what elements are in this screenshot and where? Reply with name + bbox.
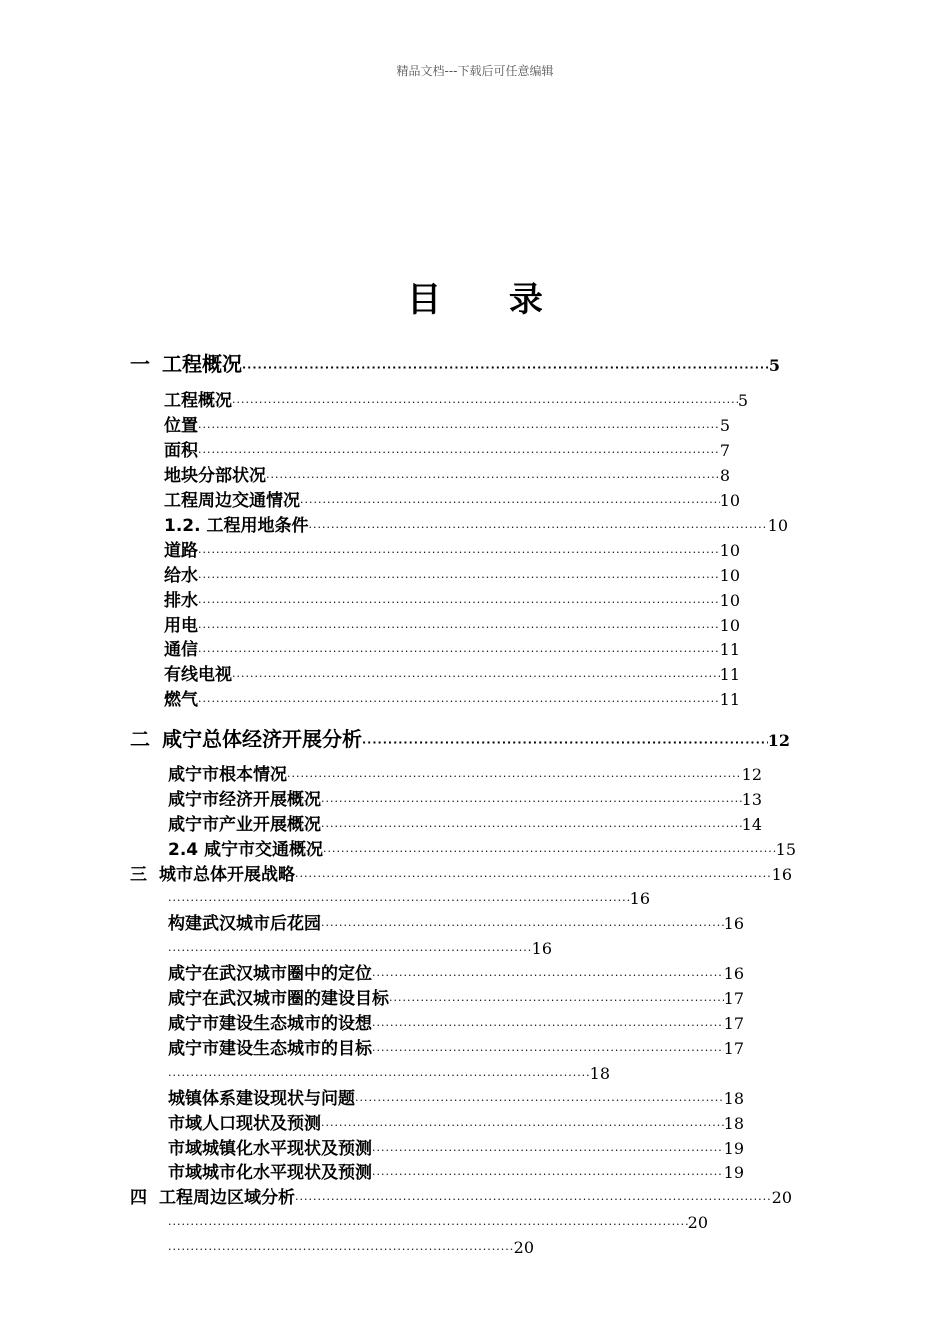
- toc-entry-label: 城市总体开展战略: [159, 865, 295, 885]
- toc-leader-dots: [198, 591, 720, 613]
- toc-entry[interactable]: [164, 414, 730, 438]
- toc-leader-dots: [372, 964, 724, 986]
- toc-leader-dots: [168, 1064, 590, 1086]
- toc-entry-label: 咸宁在武汉城市圈中的定位: [168, 964, 372, 984]
- toc-leader-dots: [242, 354, 769, 378]
- toc-entry-page: 14: [741, 815, 762, 834]
- toc-entry[interactable]: [164, 663, 740, 687]
- toc-entry-label: 1.2. 工程用地条件: [164, 516, 309, 536]
- toc-leader-dots: [198, 616, 720, 638]
- toc-entry[interactable]: [130, 725, 790, 753]
- toc-leader-dots: [198, 566, 720, 588]
- toc-entry-label: 地块分部状况: [164, 466, 266, 486]
- toc-leader-dots: [168, 1213, 688, 1235]
- toc-leader-dots: [168, 1238, 514, 1260]
- toc-leader-dots: [321, 1114, 724, 1136]
- toc-leader-dots: [198, 416, 720, 438]
- toc-entry[interactable]: [168, 987, 744, 1011]
- toc-entry-page: 10: [719, 566, 740, 585]
- toc-entry-label: 咸宁市根本情况: [168, 765, 287, 785]
- toc-entry[interactable]: [168, 1062, 610, 1086]
- toc-leader-dots: [287, 765, 742, 787]
- toc-entry-page: 20: [687, 1213, 708, 1232]
- toc-entry-page: 10: [719, 591, 740, 610]
- toc-entry-page: 18: [723, 1089, 744, 1108]
- toc-entry-page: 17: [723, 1014, 744, 1033]
- toc-entry-label: 咸宁市产业开展概况: [168, 815, 321, 835]
- toc-leader-dots: [295, 865, 772, 887]
- toc-entry-page: 11: [719, 665, 740, 684]
- toc-entry[interactable]: [168, 788, 762, 812]
- toc-entry[interactable]: [164, 564, 740, 588]
- toc-entry-label: 市域人口现状及预测: [168, 1114, 321, 1134]
- toc-leader-dots: [389, 989, 724, 1011]
- toc-entry[interactable]: [164, 464, 730, 488]
- toc-entry[interactable]: [164, 389, 748, 413]
- toc-entry[interactable]: [168, 1236, 534, 1260]
- toc-entry[interactable]: [168, 962, 744, 986]
- toc-entry-page: 20: [771, 1188, 792, 1207]
- toc-leader-dots: [321, 914, 724, 936]
- toc-leader-dots: [232, 391, 738, 413]
- toc-leader-dots: [321, 815, 742, 837]
- toc-entry-page: 20: [513, 1238, 534, 1257]
- toc-leader-dots: [168, 939, 532, 961]
- toc-entry-label: 工程周边区域分析: [159, 1188, 295, 1208]
- toc-entry-page: 8: [719, 466, 730, 485]
- toc-entry-page: 16: [771, 865, 792, 884]
- toc-entry[interactable]: [164, 539, 740, 563]
- toc-entry[interactable]: [164, 688, 740, 712]
- toc-entry[interactable]: [168, 1211, 708, 1235]
- toc-entry-label: 咸宁在武汉城市圈的建设目标: [168, 989, 389, 1009]
- toc-leader-dots: [300, 491, 720, 513]
- toc-entry-label: 咸宁市经济开展概况: [168, 790, 321, 810]
- toc-entry-number: 二: [130, 727, 150, 751]
- toc-entry-label: 面积: [164, 441, 198, 461]
- toc-leader-dots: [362, 729, 768, 753]
- toc-leader-dots: [295, 1188, 772, 1210]
- toc-entry-label: 位置: [164, 416, 198, 436]
- toc-entry-number: 四: [130, 1188, 147, 1208]
- toc-entry-page: 19: [723, 1163, 744, 1182]
- toc-leader-dots: [198, 640, 720, 662]
- toc-leader-dots: [372, 1139, 724, 1161]
- toc-entry[interactable]: [164, 638, 740, 662]
- toc-entry-label: 构建武汉城市后花园: [168, 914, 321, 934]
- toc-entry-page: 11: [719, 690, 740, 709]
- toc-entry-label: 咸宁市建设生态城市的目标: [168, 1039, 372, 1059]
- toc-leader-dots: [198, 541, 720, 563]
- toc-leader-dots: [321, 790, 742, 812]
- toc-entry-label: 排水: [164, 591, 198, 611]
- toc-entry-number: 三: [130, 865, 147, 885]
- toc-entry-page: 5: [768, 356, 780, 375]
- toc-entry-label: 用电: [164, 616, 198, 636]
- toc-entry-label: 咸宁总体经济开展分析: [162, 727, 362, 751]
- toc-entry[interactable]: [168, 1137, 744, 1161]
- toc-leader-dots: [266, 466, 720, 488]
- toc-entry-page: 18: [723, 1114, 744, 1133]
- toc-entry[interactable]: [130, 863, 792, 887]
- toc-entry-page: 12: [741, 765, 762, 784]
- toc-entry-label: 通信: [164, 640, 198, 660]
- toc-entry-page: 7: [719, 441, 730, 460]
- toc-entry[interactable]: [164, 514, 788, 538]
- toc-leader-dots: [198, 690, 720, 712]
- toc-entry-page: 17: [723, 989, 744, 1008]
- toc-entry[interactable]: [168, 887, 650, 911]
- toc-entry-page: 17: [723, 1039, 744, 1058]
- toc-title: 目 录: [407, 280, 571, 320]
- toc-entry-page: 15: [775, 840, 796, 859]
- toc-entry-label: 工程概况: [164, 391, 232, 411]
- toc-entry-page: 16: [531, 939, 552, 958]
- toc-entry[interactable]: [168, 937, 552, 961]
- toc-leader-dots: [355, 1089, 724, 1111]
- toc-entry-label: 市域城市化水平现状及预测: [168, 1163, 372, 1183]
- toc-leader-dots: [372, 1163, 724, 1185]
- toc-entry[interactable]: [168, 1112, 744, 1136]
- toc-entry-page: 19: [723, 1139, 744, 1158]
- toc-leader-dots: [309, 516, 768, 538]
- toc-entry-page: 10: [767, 516, 788, 535]
- toc-entry-page: 16: [723, 964, 744, 983]
- toc-entry-page: 18: [589, 1064, 610, 1083]
- toc-entry[interactable]: [168, 763, 762, 787]
- toc-entry-page: 10: [719, 541, 740, 560]
- toc-entry-label: 咸宁市建设生态城市的设想: [168, 1014, 372, 1034]
- toc-entry-page: 16: [629, 889, 650, 908]
- toc-entry-label: 给水: [164, 566, 198, 586]
- toc-entry[interactable]: [168, 838, 796, 862]
- toc-entry[interactable]: [168, 1012, 744, 1036]
- toc-entry-label: 燃气: [164, 690, 198, 710]
- toc-entry-page: 5: [737, 391, 748, 410]
- toc-entry-page: 12: [767, 731, 790, 750]
- toc-entry-label: 工程概况: [162, 352, 242, 376]
- toc-entry[interactable]: [168, 1087, 744, 1111]
- toc-leader-dots: [232, 665, 720, 687]
- watermark-header: 精品文档---下载后可任意编辑: [396, 64, 554, 78]
- toc-entry-page: 13: [741, 790, 762, 809]
- toc-entry-label: 2.4 咸宁市交通概况: [168, 840, 324, 860]
- toc-entry-page: 16: [723, 914, 744, 933]
- toc-entry-label: 市域城镇化水平现状及预测: [168, 1139, 372, 1159]
- toc-entry-page: 11: [719, 640, 740, 659]
- toc-leader-dots: [372, 1014, 724, 1036]
- toc-entry-label: 道路: [164, 541, 198, 561]
- toc-leader-dots: [372, 1039, 724, 1061]
- toc-entry-page: 10: [719, 491, 740, 510]
- toc-leader-dots: [198, 441, 720, 463]
- toc-entry[interactable]: [164, 614, 740, 638]
- toc-entry[interactable]: [168, 1161, 744, 1185]
- toc-entry-label: 城镇体系建设现状与问题: [168, 1089, 355, 1109]
- toc-entry[interactable]: [168, 912, 744, 936]
- toc-entry-page: 10: [719, 616, 740, 635]
- toc-leader-dots: [168, 889, 630, 911]
- toc-entry[interactable]: [164, 589, 740, 613]
- toc-entry-number: 一: [130, 352, 150, 376]
- toc-entry[interactable]: [164, 439, 730, 463]
- toc-entry[interactable]: [168, 813, 762, 837]
- toc-entry-page: 5: [719, 416, 730, 435]
- toc-entry[interactable]: [164, 489, 740, 513]
- toc-leader-dots: [323, 840, 776, 862]
- toc-entry-label: 有线电视: [164, 665, 232, 685]
- toc-entry[interactable]: [130, 1186, 792, 1210]
- toc-entry[interactable]: [168, 1037, 744, 1061]
- toc-entry[interactable]: [130, 350, 780, 378]
- toc-entry-label: 工程周边交通情况: [164, 491, 300, 511]
